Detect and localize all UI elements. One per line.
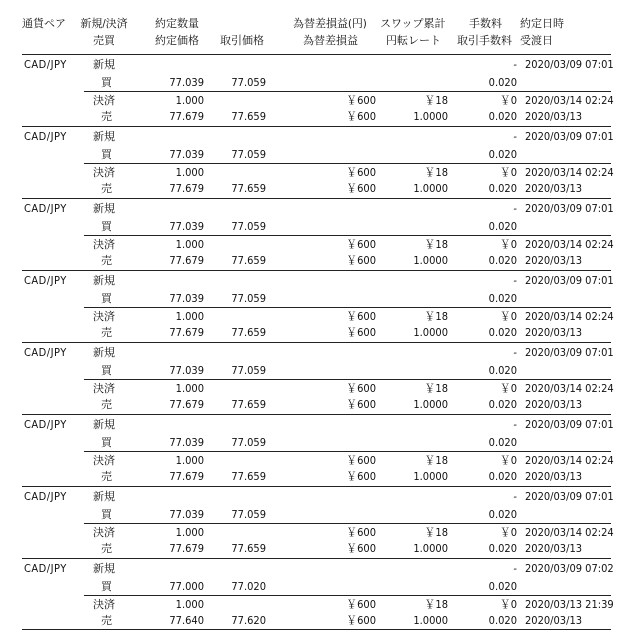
exec-datetime: 2020/03/09 07:01 bbox=[525, 274, 614, 287]
currency-pair: CAD/JPY bbox=[24, 562, 67, 575]
trade-price: 77.659 bbox=[231, 110, 266, 123]
swap-total: ￥18 bbox=[424, 526, 448, 539]
table-row bbox=[0, 324, 619, 342]
table-row bbox=[0, 488, 619, 506]
exec-datetime: 2020/03/09 07:01 bbox=[525, 490, 614, 503]
exec-qty: 1.000 bbox=[175, 382, 204, 395]
trade-fee: 0.020 bbox=[488, 436, 517, 449]
table-row bbox=[0, 180, 619, 198]
trade-side: 買 bbox=[101, 436, 112, 449]
exec-price: 77.679 bbox=[169, 542, 204, 555]
currency-pair: CAD/JPY bbox=[24, 274, 67, 287]
fx-pl-yen: ￥600 bbox=[346, 454, 376, 467]
order-type: 決済 bbox=[93, 454, 115, 467]
trade-price: 77.059 bbox=[231, 508, 266, 521]
table-row bbox=[0, 146, 619, 164]
exec-price: 77.039 bbox=[169, 292, 204, 305]
group-divider bbox=[22, 126, 611, 127]
order-type: 新規 bbox=[93, 202, 115, 215]
order-type: 新規 bbox=[93, 274, 115, 287]
exec-price: 77.679 bbox=[169, 110, 204, 123]
exec-price: 77.039 bbox=[169, 148, 204, 161]
table-row bbox=[0, 56, 619, 74]
exec-datetime: 2020/03/09 07:01 bbox=[525, 58, 614, 71]
header-pair: 通貨ペア bbox=[22, 17, 66, 30]
fx-pl: ￥600 bbox=[346, 326, 376, 339]
trade-fee: 0.020 bbox=[488, 110, 517, 123]
exec-datetime: 2020/03/14 02:24 bbox=[525, 382, 614, 395]
exec-datetime: 2020/03/14 02:24 bbox=[525, 310, 614, 323]
exec-price: 77.640 bbox=[169, 614, 204, 627]
trade-fee: 0.020 bbox=[488, 76, 517, 89]
trade-fee: 0.020 bbox=[488, 470, 517, 483]
trade-fee: 0.020 bbox=[488, 542, 517, 555]
table-row bbox=[0, 344, 619, 362]
trade-side: 売 bbox=[101, 110, 112, 123]
order-type: 新規 bbox=[93, 562, 115, 575]
trade-price: 77.059 bbox=[231, 292, 266, 305]
exec-qty: 1.000 bbox=[175, 598, 204, 611]
trade-price: 77.059 bbox=[231, 364, 266, 377]
trade-side: 売 bbox=[101, 398, 112, 411]
exec-datetime: 2020/03/14 02:24 bbox=[525, 166, 614, 179]
exec-price: 77.679 bbox=[169, 182, 204, 195]
order-type: 決済 bbox=[93, 238, 115, 251]
table-row bbox=[0, 396, 619, 414]
exec-datetime: 2020/03/14 02:24 bbox=[525, 454, 614, 467]
exec-qty: 1.000 bbox=[175, 310, 204, 323]
trade-side: 買 bbox=[101, 220, 112, 233]
yen-rate: 1.0000 bbox=[413, 254, 448, 267]
header-exec-price: 約定価格 bbox=[155, 34, 199, 47]
trade-price: 77.659 bbox=[231, 326, 266, 339]
fx-pl: ￥600 bbox=[346, 254, 376, 267]
exec-datetime: 2020/03/09 07:01 bbox=[525, 202, 614, 215]
trade-side: 売 bbox=[101, 614, 112, 627]
currency-pair: CAD/JPY bbox=[24, 346, 67, 359]
trade-price: 77.059 bbox=[231, 148, 266, 161]
header-new-settle: 新規/決済 bbox=[80, 17, 128, 30]
trade-price: 77.020 bbox=[231, 580, 266, 593]
swap-total: ￥18 bbox=[424, 166, 448, 179]
trade-side: 買 bbox=[101, 76, 112, 89]
group-divider bbox=[22, 486, 611, 487]
trade-price: 77.659 bbox=[231, 542, 266, 555]
fx-pl: ￥600 bbox=[346, 398, 376, 411]
delivery-date: 2020/03/13 bbox=[525, 110, 583, 123]
order-type: 決済 bbox=[93, 310, 115, 323]
trade-price: 77.059 bbox=[231, 220, 266, 233]
order-type: 決済 bbox=[93, 382, 115, 395]
header-exec-datetime: 約定日時 bbox=[520, 17, 564, 30]
table-row bbox=[0, 272, 619, 290]
exec-price: 77.679 bbox=[169, 254, 204, 267]
trade-fee: 0.020 bbox=[488, 292, 517, 305]
fx-pl-yen: ￥600 bbox=[346, 598, 376, 611]
header-fx-pl-yen: 為替差損益(円) bbox=[293, 17, 367, 30]
trade-price: 77.659 bbox=[231, 398, 266, 411]
trade-fee: 0.020 bbox=[488, 220, 517, 233]
header-swap-total: スワップ累計 bbox=[380, 17, 446, 30]
delivery-date: 2020/03/13 bbox=[525, 182, 583, 195]
fee-value: ￥0 bbox=[499, 310, 517, 323]
group-divider bbox=[22, 270, 611, 271]
table-row bbox=[0, 128, 619, 146]
trade-side: 買 bbox=[101, 148, 112, 161]
fee-value: - bbox=[513, 202, 517, 215]
trade-side: 買 bbox=[101, 508, 112, 521]
fee-value: - bbox=[513, 490, 517, 503]
header-yen-rate: 円転レート bbox=[386, 34, 441, 47]
trade-price: 77.059 bbox=[231, 76, 266, 89]
trade-fee: 0.020 bbox=[488, 254, 517, 267]
fx-pl: ￥600 bbox=[346, 182, 376, 195]
yen-rate: 1.0000 bbox=[413, 182, 448, 195]
fee-value: - bbox=[513, 562, 517, 575]
table-row bbox=[0, 362, 619, 380]
fee-value: ￥0 bbox=[499, 454, 517, 467]
exec-qty: 1.000 bbox=[175, 94, 204, 107]
trade-fee: 0.020 bbox=[488, 614, 517, 627]
trade-price: 77.659 bbox=[231, 254, 266, 267]
trade-fee: 0.020 bbox=[488, 326, 517, 339]
exec-qty: 1.000 bbox=[175, 526, 204, 539]
exec-datetime: 2020/03/14 02:24 bbox=[525, 238, 614, 251]
table-row bbox=[0, 252, 619, 270]
swap-total: ￥18 bbox=[424, 238, 448, 251]
yen-rate: 1.0000 bbox=[413, 398, 448, 411]
exec-qty: 1.000 bbox=[175, 454, 204, 467]
swap-total: ￥18 bbox=[424, 382, 448, 395]
trade-fee: 0.020 bbox=[488, 398, 517, 411]
exec-price: 77.679 bbox=[169, 326, 204, 339]
fee-value: ￥0 bbox=[499, 238, 517, 251]
currency-pair: CAD/JPY bbox=[24, 418, 67, 431]
swap-total: ￥18 bbox=[424, 454, 448, 467]
header-fee: 手数料 bbox=[469, 17, 502, 30]
table-row bbox=[0, 200, 619, 218]
swap-total: ￥18 bbox=[424, 94, 448, 107]
order-type: 決済 bbox=[93, 526, 115, 539]
fx-pl: ￥600 bbox=[346, 614, 376, 627]
currency-pair: CAD/JPY bbox=[24, 58, 67, 71]
fee-value: ￥0 bbox=[499, 94, 517, 107]
exec-qty: 1.000 bbox=[175, 166, 204, 179]
fee-value: ￥0 bbox=[499, 526, 517, 539]
currency-pair: CAD/JPY bbox=[24, 130, 67, 143]
header-side: 売買 bbox=[93, 34, 115, 47]
fx-pl: ￥600 bbox=[346, 470, 376, 483]
trade-side: 売 bbox=[101, 326, 112, 339]
trade-fee: 0.020 bbox=[488, 148, 517, 161]
fx-pl: ￥600 bbox=[346, 542, 376, 555]
order-type: 決済 bbox=[93, 94, 115, 107]
trade-fee: 0.020 bbox=[488, 182, 517, 195]
trade-side: 売 bbox=[101, 254, 112, 267]
fx-pl-yen: ￥600 bbox=[346, 526, 376, 539]
delivery-date: 2020/03/13 bbox=[525, 542, 583, 555]
trade-price: 77.059 bbox=[231, 436, 266, 449]
table-row bbox=[0, 290, 619, 308]
exec-datetime: 2020/03/14 02:24 bbox=[525, 526, 614, 539]
exec-price: 77.000 bbox=[169, 580, 204, 593]
table-row bbox=[0, 74, 619, 92]
exec-price: 77.039 bbox=[169, 76, 204, 89]
fx-pl-yen: ￥600 bbox=[346, 166, 376, 179]
trade-price: 77.659 bbox=[231, 470, 266, 483]
fee-value: ￥0 bbox=[499, 382, 517, 395]
fx-pl-yen: ￥600 bbox=[346, 238, 376, 251]
fee-value: - bbox=[513, 130, 517, 143]
trade-price: 77.620 bbox=[231, 614, 266, 627]
fee-value: ￥0 bbox=[499, 598, 517, 611]
fee-value: - bbox=[513, 274, 517, 287]
swap-total: ￥18 bbox=[424, 310, 448, 323]
table-row bbox=[0, 612, 619, 630]
swap-total: ￥18 bbox=[424, 598, 448, 611]
trade-fee: 0.020 bbox=[488, 580, 517, 593]
exec-datetime: 2020/03/09 07:01 bbox=[525, 418, 614, 431]
group-divider bbox=[22, 342, 611, 343]
exec-price: 77.039 bbox=[169, 364, 204, 377]
group-divider bbox=[22, 54, 611, 55]
order-type: 決済 bbox=[93, 166, 115, 179]
trade-fee: 0.020 bbox=[488, 508, 517, 521]
exec-qty: 1.000 bbox=[175, 238, 204, 251]
trade-side: 売 bbox=[101, 470, 112, 483]
exec-datetime: 2020/03/09 07:01 bbox=[525, 130, 614, 143]
table-row bbox=[0, 578, 619, 596]
yen-rate: 1.0000 bbox=[413, 326, 448, 339]
delivery-date: 2020/03/13 bbox=[525, 470, 583, 483]
order-type: 新規 bbox=[93, 490, 115, 503]
currency-pair: CAD/JPY bbox=[24, 490, 67, 503]
exec-datetime: 2020/03/13 21:39 bbox=[525, 598, 614, 611]
table-row bbox=[0, 560, 619, 578]
table-row bbox=[0, 434, 619, 452]
exec-price: 77.679 bbox=[169, 398, 204, 411]
fee-value: ￥0 bbox=[499, 166, 517, 179]
group-divider bbox=[22, 629, 611, 630]
order-type: 新規 bbox=[93, 130, 115, 143]
header-delivery-date: 受渡日 bbox=[520, 34, 553, 47]
yen-rate: 1.0000 bbox=[413, 110, 448, 123]
fx-pl-yen: ￥600 bbox=[346, 382, 376, 395]
fee-value: - bbox=[513, 418, 517, 431]
order-type: 決済 bbox=[93, 598, 115, 611]
table-row bbox=[0, 218, 619, 236]
header-fx-pl: 為替差損益 bbox=[303, 34, 358, 47]
header-trade-fee: 取引手数料 bbox=[457, 34, 512, 47]
fee-value: - bbox=[513, 58, 517, 71]
exec-price: 77.679 bbox=[169, 470, 204, 483]
yen-rate: 1.0000 bbox=[413, 470, 448, 483]
yen-rate: 1.0000 bbox=[413, 614, 448, 627]
exec-datetime: 2020/03/14 02:24 bbox=[525, 94, 614, 107]
trade-price: 77.659 bbox=[231, 182, 266, 195]
fx-pl-yen: ￥600 bbox=[346, 310, 376, 323]
delivery-date: 2020/03/13 bbox=[525, 614, 583, 627]
table-row bbox=[0, 108, 619, 126]
trade-fee: 0.020 bbox=[488, 364, 517, 377]
header-trade-price: 取引価格 bbox=[220, 34, 264, 47]
trade-side: 買 bbox=[101, 580, 112, 593]
group-divider bbox=[22, 558, 611, 559]
order-type: 新規 bbox=[93, 346, 115, 359]
trade-side: 売 bbox=[101, 182, 112, 195]
exec-price: 77.039 bbox=[169, 508, 204, 521]
fx-pl: ￥600 bbox=[346, 110, 376, 123]
table-row bbox=[0, 540, 619, 558]
order-type: 新規 bbox=[93, 418, 115, 431]
yen-rate: 1.0000 bbox=[413, 542, 448, 555]
trade-side: 買 bbox=[101, 364, 112, 377]
delivery-date: 2020/03/13 bbox=[525, 254, 583, 267]
fee-value: - bbox=[513, 346, 517, 359]
delivery-date: 2020/03/13 bbox=[525, 398, 583, 411]
trade-side: 売 bbox=[101, 542, 112, 555]
delivery-date: 2020/03/13 bbox=[525, 326, 583, 339]
table-row bbox=[0, 468, 619, 486]
trade-side: 買 bbox=[101, 292, 112, 305]
order-type: 新規 bbox=[93, 58, 115, 71]
table-row bbox=[0, 506, 619, 524]
exec-price: 77.039 bbox=[169, 220, 204, 233]
currency-pair: CAD/JPY bbox=[24, 202, 67, 215]
group-divider bbox=[22, 198, 611, 199]
table-row bbox=[0, 416, 619, 434]
table-header bbox=[0, 0, 619, 52]
group-divider bbox=[22, 414, 611, 415]
exec-price: 77.039 bbox=[169, 436, 204, 449]
fx-pl-yen: ￥600 bbox=[346, 94, 376, 107]
exec-datetime: 2020/03/09 07:01 bbox=[525, 346, 614, 359]
header-qty: 約定数量 bbox=[155, 17, 199, 30]
exec-datetime: 2020/03/09 07:02 bbox=[525, 562, 614, 575]
